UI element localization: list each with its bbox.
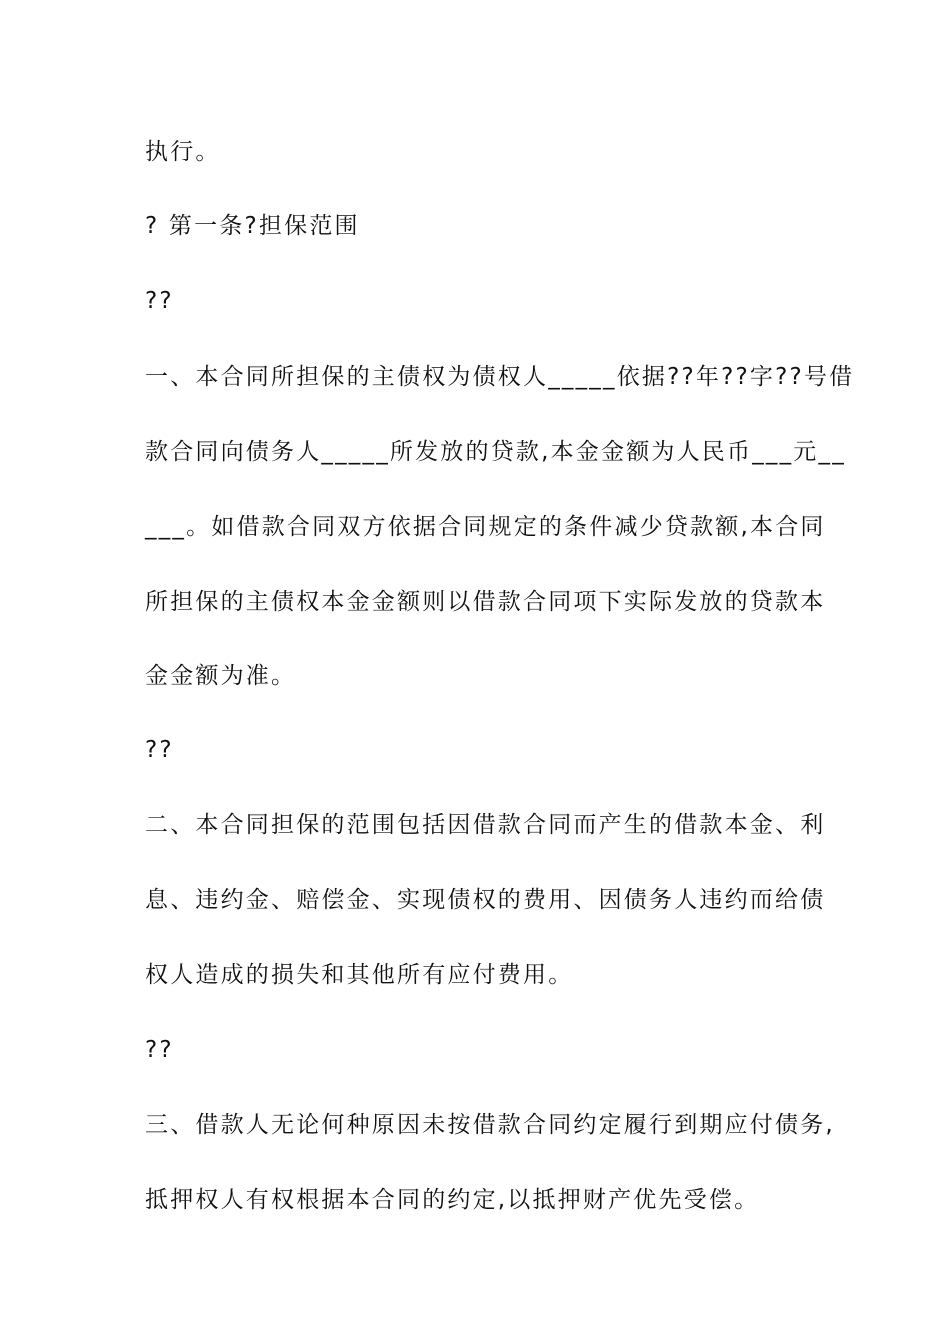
text-line: 执行。: [145, 139, 221, 165]
text-line: 抵押权人有权根据本合同的约定,以抵押财产优先受偿。: [145, 1187, 760, 1213]
text-line: ___。如借款合同双方依据合同规定的条件减少贷款额,本合同: [145, 514, 826, 540]
text-line: 款合同向债务人_____所发放的贷款,本金金额为人民币___元__: [145, 439, 846, 465]
section-heading: ? 第一条?担保范围: [145, 213, 360, 239]
text-line: 所担保的主债权本金金额则以借款合同项下实际发放的贷款本: [145, 589, 826, 615]
text-line: ??: [145, 737, 174, 763]
text-line: 三、借款人无论何种原因未按借款合同约定履行到期应付债务,: [145, 1112, 835, 1138]
text-line: 二、本合同担保的范围包括因借款合同而产生的借款本金、利: [145, 812, 826, 838]
text-line: 一、本合同所担保的主债权为债权人_____依据??年??字??号借: [145, 364, 855, 390]
text-line: 息、违约金、赔偿金、实现债权的费用、因债务人违约而给债: [145, 887, 826, 913]
text-line: 权人造成的损失和其他所有应付费用。: [145, 962, 574, 988]
text-line: 金金额为准。: [145, 663, 297, 689]
text-line: ??: [145, 1037, 174, 1063]
text-line: ??: [145, 288, 174, 314]
